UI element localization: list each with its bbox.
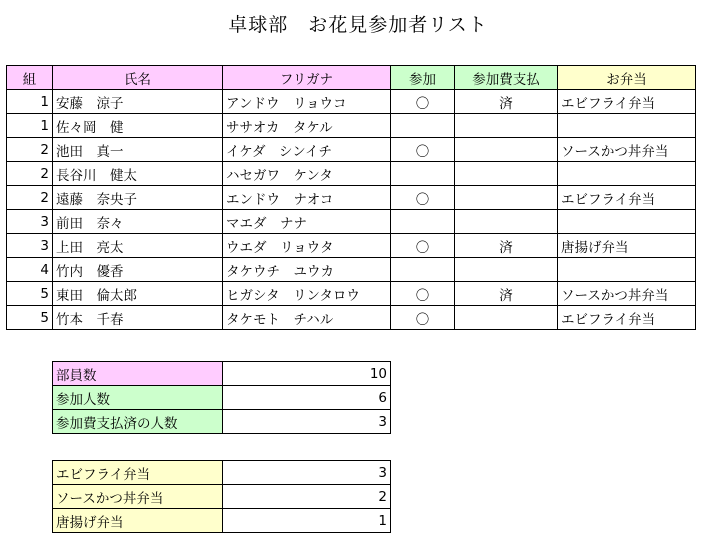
cell-fee[interactable]: [455, 138, 558, 162]
cell-fee[interactable]: [455, 162, 558, 186]
table-row: [7, 162, 696, 186]
sheet-title: 卓球部 お花見参加者リスト: [228, 14, 488, 36]
cell-kana[interactable]: タケモト チハル: [223, 306, 391, 330]
summary-row: [53, 362, 391, 386]
cell-kana[interactable]: アンドウ リョウコ: [223, 90, 391, 114]
summary-value-attendees[interactable]: 6: [223, 386, 391, 410]
summary-row: [53, 410, 391, 434]
summary-row: [53, 386, 391, 410]
cell-group[interactable]: 3: [7, 234, 53, 258]
header-bento[interactable]: お弁当: [558, 66, 696, 90]
cell-attend[interactable]: 〇: [391, 90, 455, 114]
cell-name[interactable]: 池田 真一: [53, 138, 223, 162]
summary-value-ebifry[interactable]: 3: [223, 461, 391, 485]
cell-bento[interactable]: [558, 258, 696, 282]
summary-label-attendees[interactable]: 参加人数: [53, 386, 223, 410]
table-row: [7, 282, 696, 306]
cell-group[interactable]: 3: [7, 210, 53, 234]
cell-group[interactable]: 4: [7, 258, 53, 282]
cell-kana[interactable]: マエダ ナナ: [223, 210, 391, 234]
cell-name[interactable]: 長谷川 健太: [53, 162, 223, 186]
cell-kana[interactable]: ヒガシタ リンタロウ: [223, 282, 391, 306]
cell-group[interactable]: 1: [7, 114, 53, 138]
cell-attend[interactable]: 〇: [391, 306, 455, 330]
table-row: [7, 306, 696, 330]
cell-bento[interactable]: ソースかつ丼弁当: [558, 282, 696, 306]
cell-group[interactable]: 5: [7, 306, 53, 330]
table-row: [7, 186, 696, 210]
cell-name[interactable]: 佐々岡 健: [53, 114, 223, 138]
cell-name[interactable]: 竹本 千春: [53, 306, 223, 330]
member-summary-table: [52, 361, 391, 434]
cell-bento[interactable]: エビフライ弁当: [558, 90, 696, 114]
cell-name[interactable]: 安藤 涼子: [53, 90, 223, 114]
cell-kana[interactable]: エンドウ ナオコ: [223, 186, 391, 210]
cell-group[interactable]: 1: [7, 90, 53, 114]
cell-attend[interactable]: [391, 210, 455, 234]
cell-group[interactable]: 5: [7, 282, 53, 306]
header-row: [7, 66, 696, 90]
cell-fee[interactable]: [455, 186, 558, 210]
table-row: [7, 210, 696, 234]
cell-kana[interactable]: ハセガワ ケンタ: [223, 162, 391, 186]
cell-name[interactable]: 上田 亮太: [53, 234, 223, 258]
summary-label-paid[interactable]: 参加費支払済の人数: [53, 410, 223, 434]
bento-summary-table: [52, 460, 391, 533]
cell-name[interactable]: 竹内 優香: [53, 258, 223, 282]
cell-attend[interactable]: [391, 162, 455, 186]
table-row: [7, 114, 696, 138]
cell-fee[interactable]: [455, 210, 558, 234]
header-fee[interactable]: 参加費支払: [455, 66, 558, 90]
cell-attend[interactable]: 〇: [391, 138, 455, 162]
cell-group[interactable]: 2: [7, 138, 53, 162]
header-group[interactable]: 組: [7, 66, 53, 90]
cell-attend[interactable]: 〇: [391, 234, 455, 258]
cell-group[interactable]: 2: [7, 186, 53, 210]
cell-name[interactable]: 遠藤 奈央子: [53, 186, 223, 210]
cell-attend[interactable]: [391, 258, 455, 282]
summary-label-karaage[interactable]: 唐揚げ弁当: [53, 509, 223, 533]
table-row: [7, 90, 696, 114]
cell-bento[interactable]: [558, 210, 696, 234]
cell-name[interactable]: 前田 奈々: [53, 210, 223, 234]
cell-attend[interactable]: [391, 114, 455, 138]
summary-value-karaage[interactable]: 1: [223, 509, 391, 533]
cell-bento[interactable]: [558, 114, 696, 138]
summary-row: [53, 461, 391, 485]
cell-bento[interactable]: [558, 162, 696, 186]
cell-fee[interactable]: [455, 258, 558, 282]
header-name[interactable]: 氏名: [53, 66, 223, 90]
cell-fee[interactable]: 済: [455, 234, 558, 258]
cell-attend[interactable]: 〇: [391, 282, 455, 306]
summary-value-members[interactable]: 10: [223, 362, 391, 386]
cell-bento[interactable]: エビフライ弁当: [558, 186, 696, 210]
table-row: [7, 258, 696, 282]
roster-table: [6, 65, 696, 330]
summary-label-ebifry[interactable]: エビフライ弁当: [53, 461, 223, 485]
summary-value-katsudon[interactable]: 2: [223, 485, 391, 509]
header-kana[interactable]: フリガナ: [223, 66, 391, 90]
summary-row: [53, 509, 391, 533]
summary-label-members[interactable]: 部員数: [53, 362, 223, 386]
table-row: [7, 138, 696, 162]
cell-bento[interactable]: ソースかつ丼弁当: [558, 138, 696, 162]
cell-kana[interactable]: タケウチ ユウカ: [223, 258, 391, 282]
header-attend[interactable]: 参加: [391, 66, 455, 90]
cell-name[interactable]: 東田 倫太郎: [53, 282, 223, 306]
table-row: [7, 234, 696, 258]
cell-bento[interactable]: エビフライ弁当: [558, 306, 696, 330]
cell-fee[interactable]: [455, 306, 558, 330]
cell-fee[interactable]: [455, 114, 558, 138]
cell-kana[interactable]: イケダ シンイチ: [223, 138, 391, 162]
summary-row: [53, 485, 391, 509]
cell-kana[interactable]: ウエダ リョウタ: [223, 234, 391, 258]
cell-fee[interactable]: 済: [455, 282, 558, 306]
cell-group[interactable]: 2: [7, 162, 53, 186]
cell-fee[interactable]: 済: [455, 90, 558, 114]
cell-attend[interactable]: 〇: [391, 186, 455, 210]
summary-value-paid[interactable]: 3: [223, 410, 391, 434]
cell-bento[interactable]: 唐揚げ弁当: [558, 234, 696, 258]
summary-label-katsudon[interactable]: ソースかつ丼弁当: [53, 485, 223, 509]
cell-kana[interactable]: ササオカ タケル: [223, 114, 391, 138]
